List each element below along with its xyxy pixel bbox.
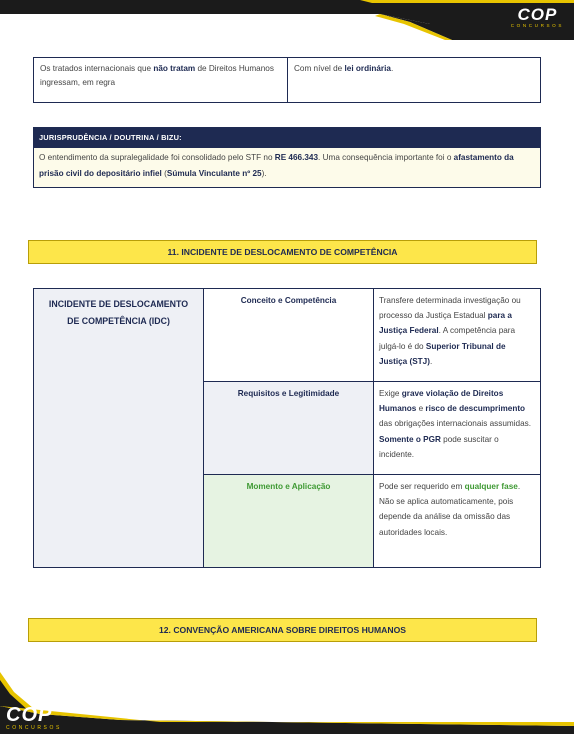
idc-row-description: Transfere determinada investigação ou processo da Justiça Estadual para a Justiça Federal. A competência para julgá-lo é do Superior Tribunal de Justiça (STJ). (379, 296, 521, 366)
idc-row-requirements (204, 382, 540, 475)
idc-table (33, 288, 541, 568)
cop-logo-bottom (6, 705, 62, 731)
logo-word: COP (6, 704, 53, 726)
treaty-cell-right: Com nível de lei ordinária. (294, 64, 394, 73)
jurisprudence-heading: JURISPRUDÊNCIA / DOUTRINA / BIZU: (34, 128, 540, 148)
logo-word: COP (517, 5, 558, 24)
section-11-title: 11. INCIDENTE DE DESLOCAMENTO DE COMPETÊNCIA (28, 240, 537, 264)
treaty-comparison-table (33, 57, 541, 103)
treaty-cell-left: Os tratados internacionais que não tratam de Direitos Humanos ingressam, em regra (34, 58, 288, 102)
header-band (0, 0, 574, 40)
section-12-title: 12. CONVENÇÃO AMERICANA SOBRE DIREITOS HUMANOS (28, 618, 537, 642)
idc-main-label: INCIDENTE DE DESLOCAMENTO DE COMPETÊNCIA (IDC) (34, 289, 204, 567)
idc-row-label: Momento e Aplicação (204, 475, 374, 567)
idc-row-label: Requisitos e Legitimidade (204, 382, 374, 474)
idc-row-label: Conceito e Competência (204, 289, 374, 381)
idc-row-concept (204, 289, 540, 382)
logo-subtitle: CONCURSOS (510, 23, 564, 28)
idc-row-description: Pode ser requerido em qualquer fase. Não se aplica automaticamente, pois depende da análise da omissão das autoridades locais. (379, 482, 521, 537)
jurisprudence-text: O entendimento da supralegalidade foi consolidado pelo STF no RE 466.343. Uma consequência importante foi o afastamento da prisão civil do depositário infiel (Súmula Vinculante nº 25). (39, 153, 514, 178)
footer-band (0, 672, 574, 734)
jurisprudence-box (33, 127, 541, 188)
idc-row-timing (204, 475, 540, 567)
logo-subtitle: CONCURSOS (6, 725, 62, 731)
cop-logo-top (511, 6, 564, 29)
idc-row-description: Exige grave violação de Direitos Humanos e risco de descumprimento das obrigações internacionais assumidas. Somente o PGR pode suscitar o incidente. (379, 389, 532, 459)
